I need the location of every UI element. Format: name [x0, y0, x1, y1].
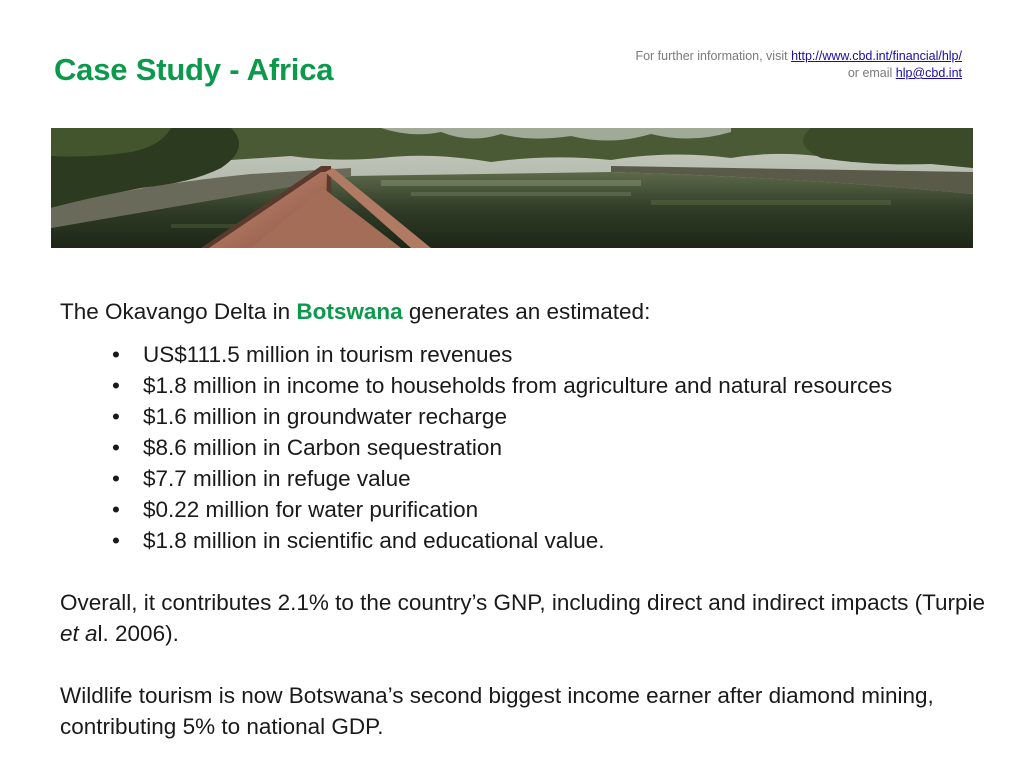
- river-boat-photo: [51, 128, 973, 248]
- list-item: • $7.7 million in refuge value: [112, 463, 1010, 494]
- value-list: [60, 339, 1010, 556]
- slide-title: Case Study - Africa: [54, 52, 334, 87]
- overall-italic: et a: [60, 621, 98, 646]
- overall-after: l. 2006).: [97, 621, 179, 646]
- list-item: • $1.6 million in groundwater recharge: [112, 401, 1010, 432]
- info-line-1: [635, 48, 962, 65]
- intro-after: generates an estimated:: [402, 299, 651, 324]
- info-email-text: or email: [847, 66, 896, 80]
- intro-before: The Okavango Delta in: [60, 299, 297, 324]
- list-item: • $0.22 million for water purification: [112, 494, 1010, 525]
- overall-paragraph: [60, 587, 1010, 649]
- info-visit-text: For further information, visit: [635, 49, 792, 63]
- list-item: • US$111.5 million in tourism revenues: [112, 339, 1010, 370]
- intro-paragraph: [60, 296, 1010, 327]
- list-item: • $8.6 million in Carbon sequestration: [112, 432, 1010, 463]
- list-item: • $1.8 million in scientific and educational value.: [112, 525, 1010, 556]
- wildlife-paragraph: Wildlife tourism is now Botswana’s second biggest income earner after diamond mining, contributing 5% to national GDP.: [60, 683, 934, 739]
- botswana-highlight: Botswana: [296, 299, 403, 324]
- slide-body: [60, 296, 1010, 742]
- website-link[interactable]: http://www.cbd.int/financial/hlp/: [791, 49, 962, 63]
- list-item: • $1.8 million in income to households from agriculture and natural resources: [112, 370, 1010, 401]
- info-line-2: [635, 65, 962, 82]
- email-link[interactable]: hlp@cbd.int: [895, 66, 962, 80]
- overall-before: Overall, it contributes 2.1% to the country’s GNP, including direct and indirect impacts (Turpie: [60, 590, 986, 615]
- contact-info: [635, 48, 962, 82]
